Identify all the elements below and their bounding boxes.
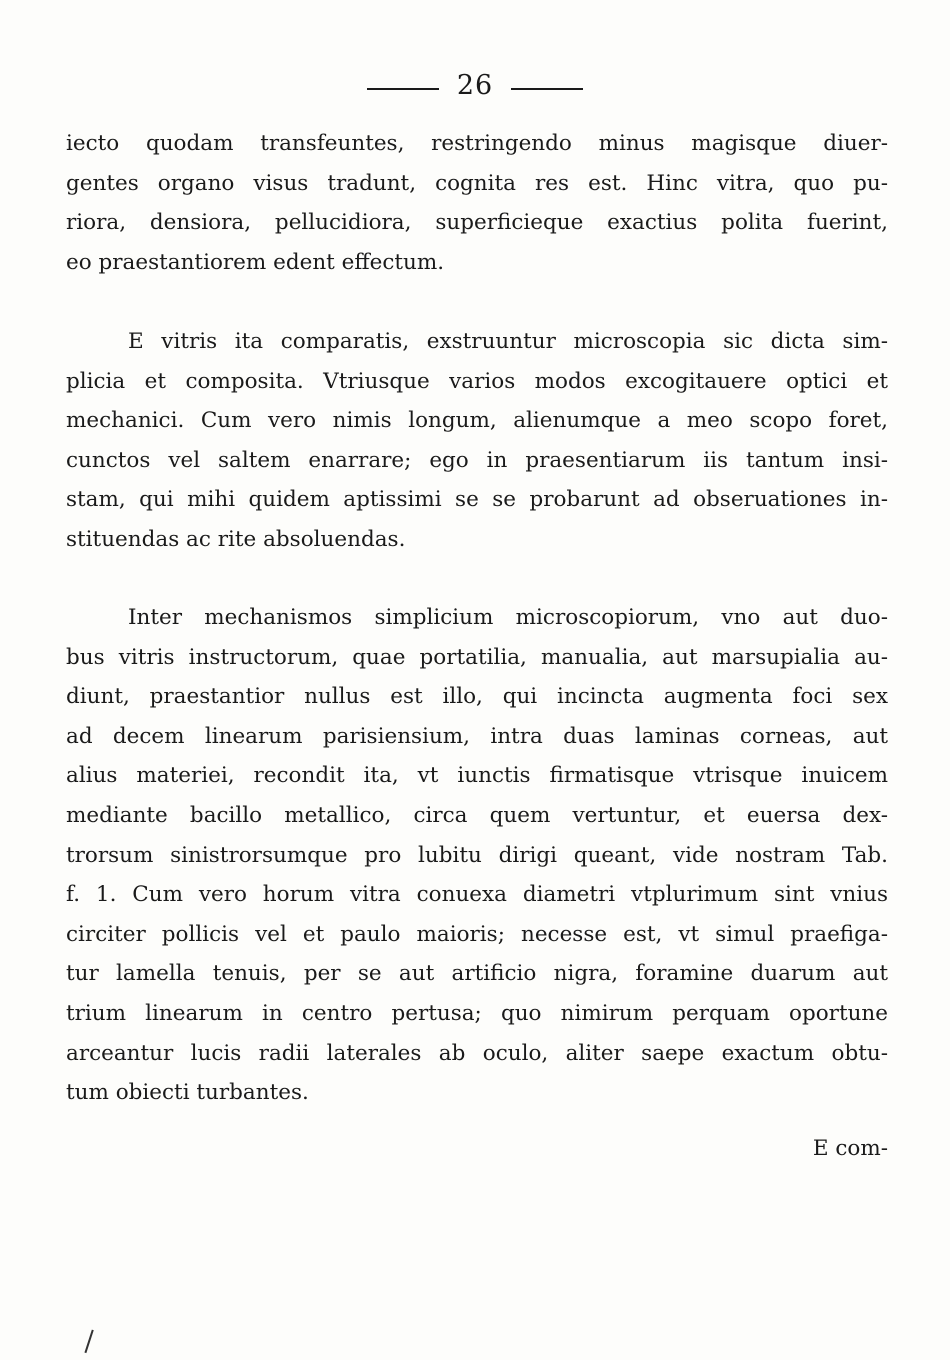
header-rule-left <box>367 88 439 90</box>
header-rule-right <box>511 88 583 90</box>
text-line: stituendas ac rite absoluendas. <box>66 526 406 552</box>
text-line: trorsum sinistrorsumque pro lubitu dirigi queant, vide nostram Tab. <box>66 842 888 868</box>
text-line: E vitris ita comparatis, exstruuntur microscopia sic dicta sim- <box>128 329 888 354</box>
text-line: alius materiei, recondit ita, vt iunctis firmatisque vtrisque inuicem <box>66 763 888 789</box>
text-line: riora, densiora, pellucidiora, superficieque exactius polita fuerint, <box>66 210 888 236</box>
page-number: 26 <box>456 70 494 101</box>
text-line: tum obiecti turbantes. <box>66 1080 309 1106</box>
text-line: mechanici. Cum vero nimis longum, alienumque a meo scopo foret, <box>66 408 888 434</box>
text-line: diunt, praestantior nullus est illo, qui incincta augmenta foci sex <box>66 684 888 710</box>
text-line: bus vitris instructorum, quae portatilia, manualia, aut marsupialia au- <box>66 644 888 670</box>
text-line: mediante bacillo metallico, circa quem vertuntur, et euersa dex- <box>66 802 888 828</box>
text-line: iecto quodam transfeuntes, restringendo minus magisque diuer- <box>66 131 888 156</box>
paragraph-2 <box>66 322 888 560</box>
text-line: plicia et composita. Vtriusque varios modos excogitauere optici et <box>66 368 888 394</box>
text-line: f. 1. Cum vero horum vitra conuexa diametri vtplurimum sint vnius <box>66 882 888 908</box>
text-line: ad decem linearum parisiensium, intra duas laminas corneas, aut <box>66 723 888 749</box>
text-line: stam, qui mihi quidem aptissimi se se probarunt ad obseruationes in- <box>66 487 888 513</box>
text-line: circiter pollicis vel et paulo maioris; necesse est, vt simul praefiga- <box>66 921 888 947</box>
text-line: gentes organo visus tradunt, cognita res est. Hinc vitra, quo pu- <box>66 170 888 196</box>
catchword: E com- <box>812 1136 888 1161</box>
paragraph-3 <box>66 598 888 1113</box>
text-line: cunctos vel saltem enarrare; ego in praesentiarum iis tantum insi- <box>66 447 888 473</box>
text-line: trium linearum in centro pertusa; quo nimirum perquam oportune <box>66 1000 888 1026</box>
page-header <box>0 70 950 101</box>
stray-ink-mark <box>84 1330 97 1355</box>
text-line: arceantur lucis radii laterales ab oculo, aliter saepe exactum obtu- <box>66 1040 888 1066</box>
text-line: tur lamella tenuis, per se aut artificio nigra, foramine duarum aut <box>66 961 888 987</box>
text-line: Inter mechanismos simplicium microscopiorum, vno aut duo- <box>128 605 888 630</box>
paragraph-1 <box>66 124 888 282</box>
text-line: eo praestantiorem edent effectum. <box>66 249 445 275</box>
